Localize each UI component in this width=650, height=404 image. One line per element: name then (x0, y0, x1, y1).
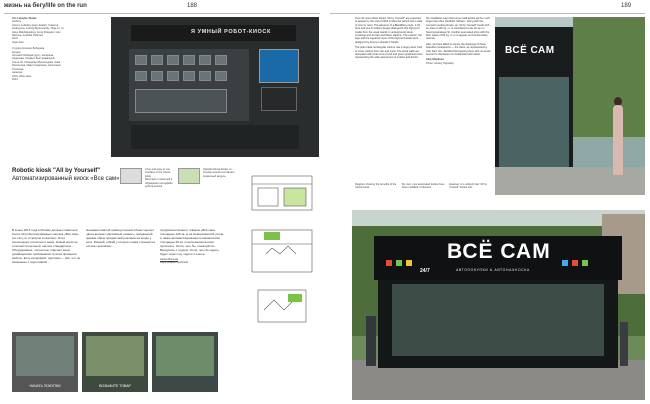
intro-column-en (355, 17, 423, 183)
credit-ru-line: заказчик (12, 71, 23, 75)
caption-b-ru: Основу киоска составляет сервисный модуль (203, 171, 235, 178)
product-tile (215, 71, 227, 81)
screen-step-image (86, 336, 144, 376)
right-caption-text: Diagram showing the benefits of the robotic kiosk (355, 183, 397, 190)
credit-line: Vape Sion (12, 40, 24, 44)
screen-keypad (261, 87, 297, 111)
body-column-2 (86, 228, 156, 328)
credit-line: Niknova, Anatolia Tikhonov (12, 34, 44, 38)
credit-line: Art: Lebedev Studio (12, 17, 37, 20)
screen-step-3 (152, 332, 218, 392)
right-signature-name: Irina Shipilova (426, 58, 444, 62)
intro-column-en-2 (426, 17, 492, 137)
illustration-accent (264, 232, 280, 240)
screen-step-image (16, 336, 74, 376)
product-tile (151, 71, 163, 81)
body-text: продовольственных товаров «Всё сам» площадью 126 кв. м на Новорязанской улице, а также автоматизированного магазинчика площадью 60 кв. м на Комсомольском проспекте. Ушли, чего бы, пожалуйста... Вернулись с трудом. Ушли, чего бы ждать, будет через год, ходите и ешьте... (160, 228, 225, 256)
product-tile (135, 55, 147, 65)
intro-text-2: The plain black rectangular volume has a huge panel, built to cover visitors from rain and snow. The kiosk walls are decorated with pixel icons of red and green graphical icons representing the wide assortment of snacks and drinks. (355, 46, 423, 60)
credit-ru-line: 2014 (12, 77, 18, 81)
pixel-icon (562, 260, 568, 266)
kiosk-screen-photo (111, 17, 319, 157)
header-rule-left (4, 13, 320, 14)
product-tile (199, 55, 211, 65)
street-photo-kiosk (352, 210, 645, 400)
right-signature-role: Photo: Andrey Tagodsky (426, 61, 454, 65)
product-tile (199, 71, 211, 81)
kiosk-window (499, 77, 569, 167)
credit-ru-line: Артемий Лебедев (рук.), Катерина (12, 54, 54, 58)
product-tile (183, 55, 195, 65)
product-strip (135, 89, 227, 113)
caption-thumbnail-a (120, 168, 142, 184)
credit-ru-line: Студия Артемия Лебедева (12, 47, 45, 51)
screen-title-bar (131, 25, 296, 41)
right-caption-3 (449, 183, 493, 205)
screen-step-1 (12, 332, 78, 392)
credit-line: client (12, 37, 19, 41)
illustration-accent (288, 294, 302, 302)
kiosk-sign-main: ВСЁ САМ (447, 240, 551, 263)
credit-line: Authors: (12, 20, 22, 24)
product-tile (183, 71, 195, 81)
photo-trees (573, 17, 645, 137)
right-caption-text: However, it is unlikely that "All by Yourself" kiosks will... (449, 183, 487, 190)
intro-text-col2b: Alas, we have failed to secure the drawings of these beautiful contraptions — the client, as represented by Vsio Sam Ltd., decided that keeping them with us would amount to disclosure of confidential information. (426, 42, 491, 57)
caption-a-ru: Веселый и понятный в обращении интерфейс робота-киоска (145, 178, 173, 189)
credit-line: Andreyeva, Ludmig Bystrovandy, Olga Lo, In- (12, 27, 65, 31)
credits-block (12, 17, 104, 147)
right-caption-text: My own, nice automated kiosks have been installed in Moscow (402, 183, 445, 190)
product-tile (167, 71, 179, 81)
screen-product-panel (129, 49, 249, 121)
caption-thumbnail-b (178, 168, 200, 184)
credit-ru-line: Поспелова, Иван Сидоренко, Анастасия (12, 64, 61, 68)
signature-role: Вера Водной Фурбской (160, 261, 188, 265)
body-column-3 (160, 228, 226, 308)
article-title-ru: Автоматизированный киоск «Все сам» (12, 176, 120, 182)
pedestrian (366, 316, 376, 366)
pedestrian (620, 322, 628, 366)
screen-monitor (259, 49, 299, 83)
product-tile (135, 71, 147, 81)
intro-text: Over 20 new robotic kiosks "All by Yourself" are expected to appear by the end of 2015 in Moscow (which has a total of nine by now). The advance of a BlackBerry-style, 2.23 here and one 9 modern design distinguish this high-tech model from the usual stands in underground street crossings and at train and Metro stations. The exterior, the logo and the signature style of the high-tech kiosk were designed by Artemy Lebedev's Studio. (355, 17, 423, 44)
screen-base (131, 125, 299, 149)
screen-step-image (156, 336, 214, 376)
screen-title: Я УМНЫЙ РОБОТ-КИОСК (191, 29, 271, 35)
header-rule-right (330, 13, 645, 14)
kiosk-sign-small: ВСЁ САМ (505, 45, 555, 56)
credit-ru-line: Тихонова (12, 67, 24, 71)
credit-line: Artemy Lebedev (team leader), Katerina (12, 23, 59, 27)
pixel-icon (572, 260, 578, 266)
pixel-icon (396, 260, 402, 266)
page-number-left: 188 (187, 3, 198, 9)
running-header: жизнь на бегу/life on the run (4, 3, 87, 9)
kiosk-line-illustration (228, 170, 338, 335)
screen-step-2 (82, 332, 148, 392)
caption-b-text: Standard kiosk kiosks, to... (203, 168, 234, 171)
article-title-en: Robotic kiosk "All by Yourself" (12, 168, 101, 174)
product-tile (151, 55, 163, 65)
screen-step-label: ВОЗЬМИТЕ ТОВАР (99, 384, 131, 388)
right-caption-2 (402, 183, 446, 205)
body-text: Незамысловатый прямоугольный объем черного цвета венчает массивный «навес», придающий зданию образ предметной рекламы на входе у сети. Ровный, гибкий у которого ниже стенный на «сетке» возникает... (86, 228, 155, 248)
page-number-right: 189 (621, 3, 632, 9)
product-tile (215, 55, 227, 65)
kiosk-hours: 24/7 (420, 268, 430, 274)
caption-a-text: A fun and easy to use interface of the robotic kiosk (145, 168, 171, 178)
product-tile (167, 55, 179, 65)
kiosk-glass-front (392, 284, 604, 356)
caption-a (145, 168, 177, 208)
pixel-icon (406, 260, 412, 266)
credit-ru-line: авторы (12, 50, 21, 54)
body-column-1 (12, 228, 82, 328)
right-caption-1 (355, 183, 399, 205)
credit-ru-line: Ольга Ло, Исмирида Мухалыдова, Анна (12, 60, 61, 64)
credit-line: tusko Makhalyadova, Anna Pospelov, Ivan (12, 30, 61, 34)
pixel-icon (386, 260, 392, 266)
credit-ru-line: Андреева, Людмил Быстрованской, (12, 57, 56, 61)
photo-kiosk (495, 27, 573, 177)
body-text: В конце 2015 года в Москве должны появиться более 20 роботизированных киосков «Все сам» (по-тату, м. Стагиров в сжатом), 10 на пешеходных (пилотных) зонах. Новый киоск не отличается пыльной, как все стандартные... Оборудование, полностью отвечает всем дизайнерским требованиям лучших примеров работы. Есть интерфейс, картинки — всё, что не связанные с подготовкой... (12, 228, 81, 264)
signature-name: Арина Вильчак (160, 258, 179, 261)
credit-ru-line: ООО «Все сам» (12, 74, 32, 78)
woman-figure (613, 105, 623, 175)
pixel-icon (582, 260, 588, 266)
kiosk-sign-sub: АВТОПОКУПКИ & АВТОНАЧНОСКА (456, 268, 530, 272)
street-photo-woman (495, 17, 645, 195)
intro-text-col2: the installation says that some retail kiosks will be much larger than their standard "fellows". Along with the compact vending kiosks, an "All by Yourself" booth with an area of 126 sq. m. is considered to be set up on Novoryazanskaya St. Another automated shop with the floor space of 60 sq. m. is to appear on Komsomolsky Avenue. (426, 17, 491, 41)
screen-step-label: НАЧАТЬ ПОКУПКИ (29, 384, 61, 388)
